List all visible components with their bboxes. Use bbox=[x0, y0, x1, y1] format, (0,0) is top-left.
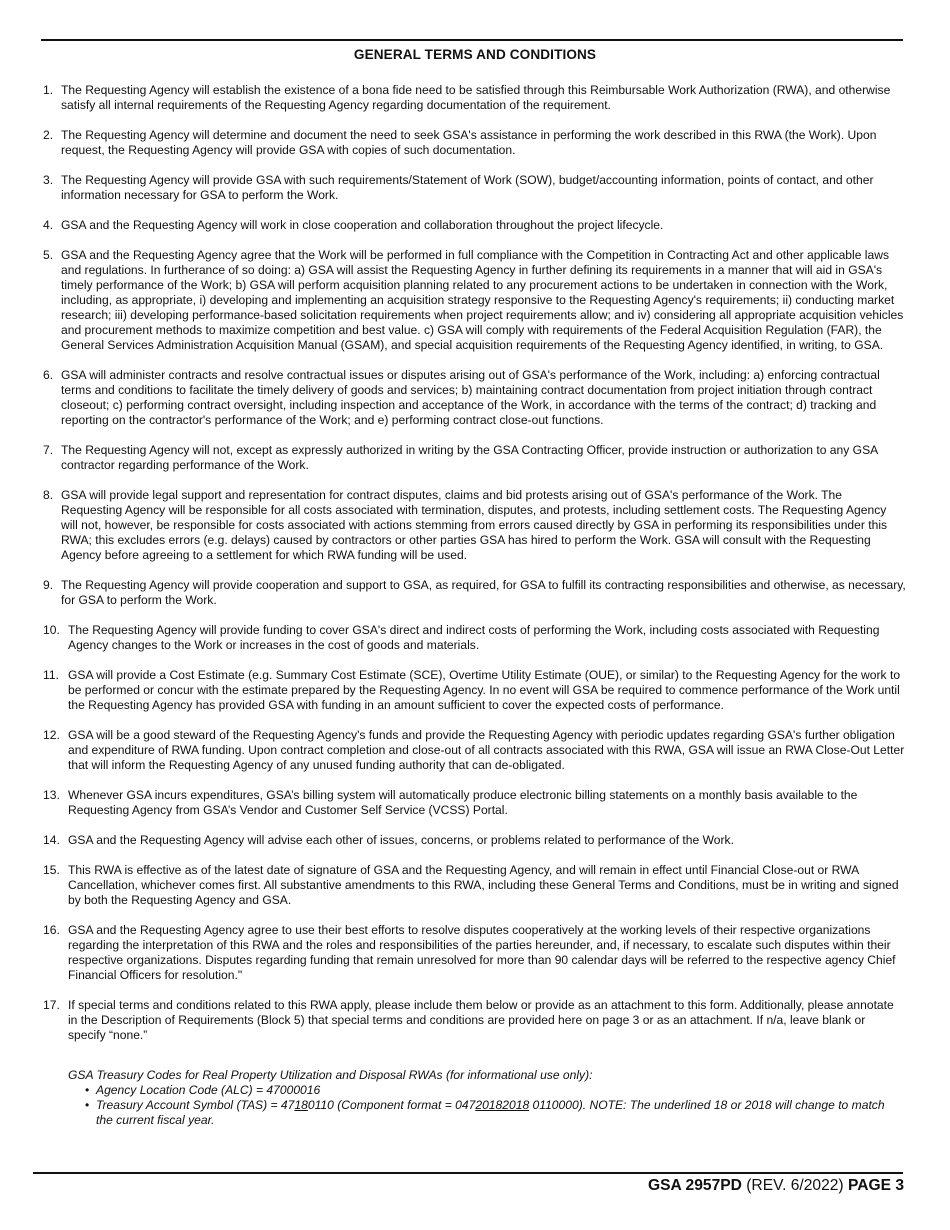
term-text: GSA and the Requesting Agency agree that the Work will be performed in full compliance with the Competition in Contracting Act and other applicable laws and regulations. In furtherance of so doing: a) GSA will assist the Requesting Agency in further defining its requirements in a manner that will aid in GSA's timely performance of the Work; b) GSA will perform acquisition planning related to any procurement actions to be undertaken in connection with the Work, including, as appropriate, i) developing and implementing an acquisition strategy responsive to the Requesting Agency's requirements; ii) conducting market research; iii) developing performance-based solicitation requirements when project requirements allow; and iv) considering all appropriate acquisition vehicles and procurement methods to maximize competition and best value. c) GSA will comply with requirements of the Federal Acquisition Regulation (FAR), the General Services Administration Acquisition Manual (GSAM), and special acquisition requirements of the Requesting Agency identified, in writing, to GSA. bbox=[61, 248, 904, 352]
term-number: 8. bbox=[43, 488, 54, 502]
form-number: GSA 2957PD bbox=[648, 1177, 742, 1194]
term-number: 5. bbox=[43, 248, 54, 262]
term-text: The Requesting Agency will not, except as expressly authorized in writing by the GSA Contracting Officer, provide instruction or authorization to any GSA contractor regarding performance of the Work. bbox=[61, 443, 878, 472]
term-text: GSA and the Requesting Agency will advise each other of issues, concerns, or problems related to performance of the Work. bbox=[68, 833, 734, 847]
term-number: 1. bbox=[43, 83, 54, 97]
term-number: 12. bbox=[43, 728, 60, 742]
term-text: The Requesting Agency will provide cooperation and support to GSA, as required, for GSA to fulfill its contracting responsibilities and otherwise, as necessary, for GSA to perform the Work. bbox=[61, 578, 906, 607]
tas-text-2: 0110 (Component format = 047 bbox=[307, 1098, 476, 1112]
term-item bbox=[43, 248, 906, 353]
tas-text-1: Treasury Account Symbol (TAS) = 47 bbox=[96, 1098, 295, 1112]
treasury-item-tas bbox=[68, 1098, 898, 1128]
term-text: If special terms and conditions related to this RWA apply, please include them below or provide as an attachment to this form. Additionally, please annotate in the Description of Requirements (Block 5) that special terms and conditions are provided here on page 3 or as an attachment. If n/a, leave blank or specify “none.” bbox=[68, 998, 894, 1042]
term-item bbox=[43, 833, 906, 848]
term-item bbox=[43, 578, 906, 608]
term-item bbox=[43, 668, 906, 713]
term-item bbox=[43, 128, 906, 158]
term-number: 2. bbox=[43, 128, 54, 142]
term-text: GSA and the Requesting Agency agree to use their best efforts to resolve disputes cooperatively at the working levels of their respective organizations regarding the interpretation of this RWA and the roles and responsibilities of the parties hereunder, and, if necessary, to escalate such disputes within their respective organizations. Disputes regarding funding that remain unresolved for more than 90 calendar days will be referred to the respective agency Chief Financial Officers for resolution." bbox=[68, 923, 896, 982]
term-number: 14. bbox=[43, 833, 60, 847]
term-text: GSA will be a good steward of the Requesting Agency's funds and provide the Requesting Agency with periodic updates regarding GSA's further obligation and expenditure of RWA funding. Upon contract completion and close-out of all contracts associated with this RWA, GSA will issue an RWA Close-Out Letter that will inform the Requesting Agency of any unused funding authority that can de-obligated. bbox=[68, 728, 905, 772]
term-number: 9. bbox=[43, 578, 54, 592]
term-text: The Requesting Agency will establish the existence of a bona fide need to be satisfied through this Reimbursable Work Authorization (RWA), and otherwise satisfy all internal requirements of the Requesting Agency regarding documentation of the requirement. bbox=[61, 83, 891, 112]
treasury-item-alc bbox=[68, 1083, 898, 1098]
treasury-heading: GSA Treasury Codes for Real Property Utilization and Disposal RWAs (for informational use only): bbox=[68, 1068, 593, 1082]
tas-underlined-fy: 20182018 bbox=[475, 1098, 530, 1112]
term-item bbox=[43, 83, 906, 113]
term-number: 4. bbox=[43, 218, 54, 232]
page-number: PAGE 3 bbox=[847, 1177, 904, 1194]
term-text: GSA will administer contracts and resolve contractual issues or disputes arising out of GSA's performance of the Work, including: a) enforcing contractual terms and conditions to facilitate the timely delivery of goods and services; b) maintaining contract documentation from project initiation through contract closeout; c) performing contract oversight, including inspection and acceptance of the Work, in accordance with the terms of the contract; d) tracking and reporting on the contractor's performance of the Work; and e) performing contract close-out functions. bbox=[61, 368, 880, 427]
term-text: The Requesting Agency will determine and document the need to seek GSA's assistance in performing the work described in this RWA (the Work). Upon request, the Requesting Agency will provide GSA with copies of such documentation. bbox=[61, 128, 877, 157]
term-number: 17. bbox=[43, 998, 60, 1012]
term-text: GSA will provide a Cost Estimate (e.g. Summary Cost Estimate (SCE), Overtime Utility Estimate (OUE), or similar) to the Requesting Agency for the work to be performed or concur with the estimate prepared by the Requesting Agency. In no event will GSA be required to commence performance of the Work until the Requesting Agency has provided GSA with funding in an amount sufficient to cover the expected costs of performance. bbox=[68, 668, 901, 712]
term-item bbox=[43, 998, 906, 1043]
term-item bbox=[43, 218, 906, 233]
treasury-list bbox=[68, 1083, 898, 1128]
bullet-icon: • bbox=[85, 1083, 90, 1097]
alc-text: Agency Location Code (ALC) = 47000016 bbox=[96, 1083, 321, 1097]
term-item bbox=[43, 173, 906, 203]
bullet-icon: • bbox=[85, 1098, 90, 1112]
term-number: 6. bbox=[43, 368, 54, 382]
tas-underlined-year: 18 bbox=[294, 1098, 308, 1112]
term-number: 15. bbox=[43, 863, 60, 877]
term-text: GSA will provide legal support and representation for contract disputes, claims and bid protests arising out of GSA's performance of the Work. The Requesting Agency will be responsible for all costs associated with termination, disputes, and protests, including settlement costs. The Requesting Agency will not, however, be responsible for costs associated with actions stemming from errors caused directly by GSA in performing its responsibilities under this RWA; this excludes errors (e.g. delays) caused by contractors or other parties GSA has hired to perform the Work. GSA will consult with the Requesting Agency before agreeing to a settlement for which RWA funding will be used. bbox=[61, 488, 888, 562]
term-item bbox=[43, 623, 906, 653]
term-number: 11. bbox=[43, 668, 59, 682]
tas-text-3: 0110000). NOTE: The underlined 18 or 2018 will change to match the current fiscal year. bbox=[96, 1098, 885, 1127]
bottom-rule bbox=[33, 1172, 903, 1174]
term-item bbox=[43, 728, 906, 773]
term-item bbox=[43, 788, 906, 818]
term-number: 7. bbox=[43, 443, 54, 457]
term-text: The Requesting Agency will provide GSA with such requirements/Statement of Work (SOW), budget/accounting information, points of contact, and other information necessary for GSA to perform the Work. bbox=[61, 173, 874, 202]
term-number: 13. bbox=[43, 788, 60, 802]
top-rule bbox=[41, 39, 903, 41]
page-footer bbox=[648, 1177, 904, 1195]
term-text: Whenever GSA incurs expenditures, GSA’s billing system will automatically produce electronic billing statements on a monthly basis available to the Requesting Agency from GSA’s Vendor and Customer Self Service (VCSS) Portal. bbox=[68, 788, 858, 817]
term-item bbox=[43, 443, 906, 473]
term-number: 16. bbox=[43, 923, 60, 937]
term-item bbox=[43, 863, 906, 908]
term-text: GSA and the Requesting Agency will work in close cooperation and collaboration throughout the project lifecycle. bbox=[61, 218, 664, 232]
term-number: 3. bbox=[43, 173, 54, 187]
term-item bbox=[43, 488, 906, 563]
term-item bbox=[43, 368, 906, 428]
form-revision: (REV. 6/2022) bbox=[741, 1177, 848, 1194]
term-text: This RWA is effective as of the latest date of signature of GSA and the Requesting Agency, and will remain in effect until Financial Close-out or RWA Cancellation, whichever comes first. All substantive amendments to this RWA, including these General Terms and Conditions, must be in writing and signed by both the Requesting Agency and GSA. bbox=[68, 863, 899, 907]
page-title: GENERAL TERMS AND CONDITIONS bbox=[353, 47, 597, 62]
terms-list bbox=[43, 83, 906, 1058]
term-text: The Requesting Agency will provide funding to cover GSA's direct and indirect costs of performing the Work, including costs associated with Requesting Agency changes to the Work or increases in the cost of goods and materials. bbox=[68, 623, 880, 652]
treasury-codes bbox=[68, 1068, 898, 1128]
term-item bbox=[43, 923, 906, 983]
term-number: 10. bbox=[43, 623, 60, 637]
